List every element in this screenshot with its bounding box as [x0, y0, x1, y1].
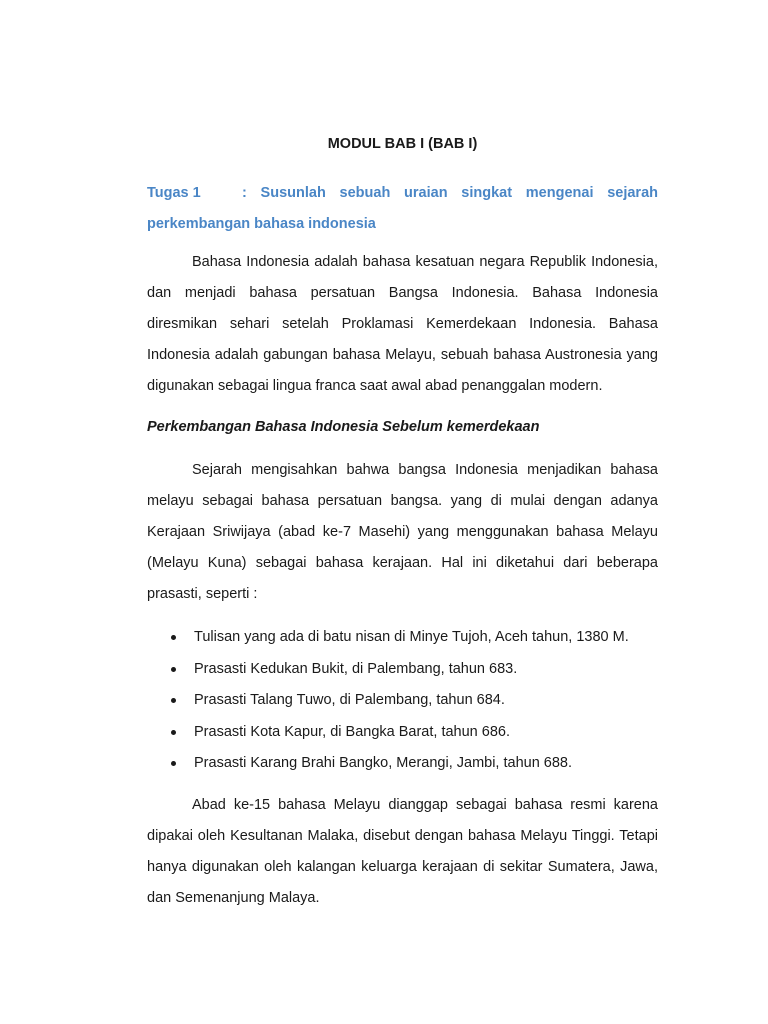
task-label: Tugas 1	[147, 185, 201, 201]
paragraph-malaka: Abad ke-15 bahasa Melayu dianggap sebagai bahasa resmi karena dipakai oleh Kesultanan Malaka, disebut dengan bahasa Melayu Tinggi. Tetapi hanya digunakan oleh kalangan keluarga kerajaan di sekitar Sumatera, Jawa, dan Semenanjung Malaya.	[147, 797, 658, 906]
task-line-1	[147, 178, 658, 209]
list-item	[147, 685, 658, 717]
list-item	[147, 622, 658, 654]
list-item-text: Tulisan yang ada di batu nisan di Minye Tujoh, Aceh tahun, 1380 M.	[194, 629, 629, 645]
list-item	[147, 654, 658, 686]
list-item-text: Prasasti Kedukan Bukit, di Palembang, tahun 683.	[194, 660, 518, 677]
bullet-icon	[171, 698, 176, 703]
list-item	[147, 717, 658, 749]
task-text-line-2: perkembangan bahasa indonesia	[147, 216, 376, 232]
bullet-icon	[171, 667, 176, 672]
inscription-list	[147, 622, 658, 780]
bullet-icon	[171, 730, 176, 735]
list-item-text: Prasasti Talang Tuwo, di Palembang, tahun 684.	[194, 692, 505, 708]
task-text-line-1: : Susunlah sebuah uraian singkat mengenai sejarah	[242, 185, 658, 201]
bullet-icon	[171, 635, 176, 640]
document-title: MODUL BAB I (BAB I)	[327, 136, 478, 152]
task-block	[147, 178, 658, 240]
list-item-text: Prasasti Kota Kapur, di Bangka Barat, tahun 686.	[194, 723, 510, 740]
list-item	[147, 748, 658, 780]
list-item-text: Prasasti Karang Brahi Bangko, Merangi, Jambi, tahun 688.	[194, 755, 573, 771]
paragraph-intro: Bahasa Indonesia adalah bahasa kesatuan negara Republik Indonesia, dan menjadi bahasa persatuan Bangsa Indonesia. Bahasa Indonesia diresmikan sehari setelah Proklamasi Kemerdekaan Indonesia. Bahasa Indonesia adalah gabungan bahasa Melayu, sebuah bahasa Austronesia yang digunakan sebagai lingua franca saat awal abad penanggalan modern.	[147, 254, 658, 394]
section-subheading: Perkembangan Bahasa Indonesia Sebelum kemerdekaan	[147, 419, 540, 435]
bullet-icon	[171, 761, 176, 766]
paragraph-history: Sejarah mengisahkan bahwa bangsa Indonesia menjadikan bahasa melayu sebagai bahasa persatuan bangsa. yang di mulai dengan adanya Kerajaan Sriwijaya (abad ke-7 Masehi) yang menggunakan bahasa Melayu (Melayu Kuna) sebagai bahasa kerajaan. Hal ini diketahui dari beberapa prasasti, seperti :	[147, 462, 658, 602]
